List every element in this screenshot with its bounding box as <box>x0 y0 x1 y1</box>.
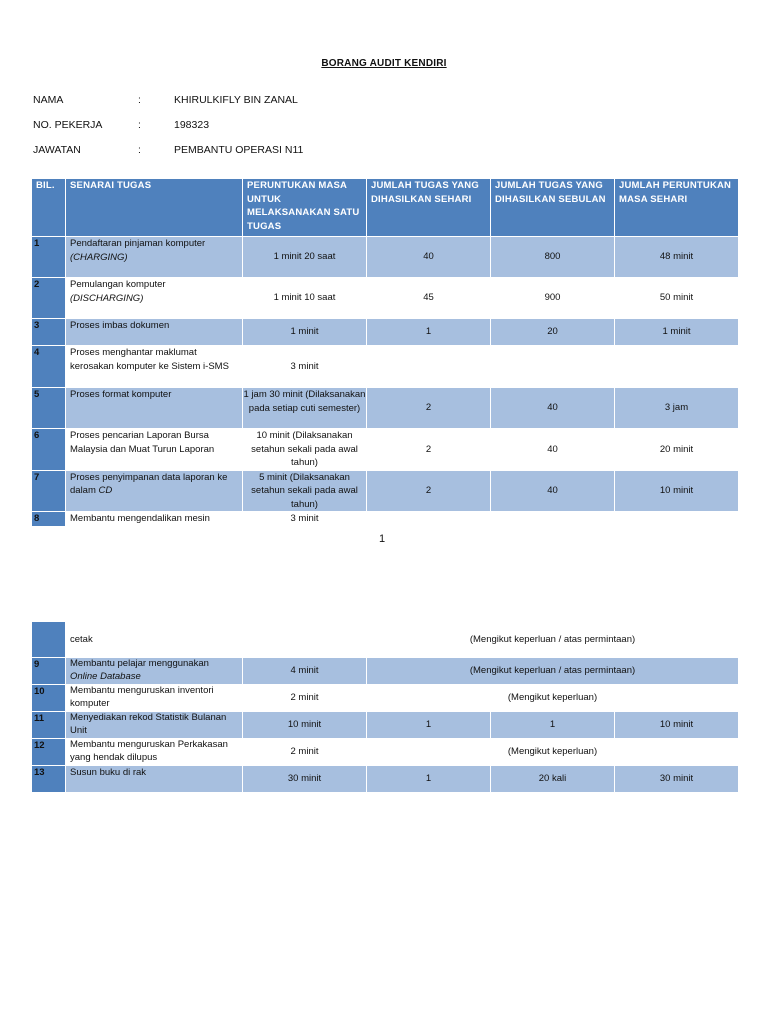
row-total: 20 minit <box>615 429 739 471</box>
row-daily <box>367 346 491 388</box>
row-bil: 8 <box>32 512 66 527</box>
row-bil: 11 <box>32 712 66 739</box>
table-row <box>32 512 739 527</box>
row-alloc: 4 minit <box>243 658 367 685</box>
row-total: 3 jam <box>615 388 739 429</box>
row-total: 10 minit <box>615 470 739 512</box>
task-text: Membantu pelajar menggunakan <box>70 658 209 669</box>
row-alloc: 3 minit <box>243 512 367 527</box>
table-row <box>32 712 739 739</box>
row-monthly: 800 <box>491 237 615 278</box>
row-alloc <box>243 622 367 658</box>
task-text: Proses penyimpanan data laporan ke dalam <box>70 471 228 496</box>
info-value: 198323 <box>174 119 210 131</box>
info-label: NO. PEKERJA <box>33 119 103 131</box>
row-alloc: 1 minit 10 saat <box>243 278 367 319</box>
row-total: 1 minit <box>615 319 739 346</box>
row-task: Susun buku di rak <box>66 766 243 793</box>
row-daily: 2 <box>367 429 491 471</box>
table-row <box>32 429 739 471</box>
row-bil: 1 <box>32 237 66 278</box>
row-task: Proses imbas dokumen <box>66 319 243 346</box>
row-daily <box>367 512 491 527</box>
table-row <box>32 237 739 278</box>
table-row <box>32 766 739 793</box>
task-table <box>31 178 739 527</box>
header-daily: JUMLAH TUGAS YANG DIHASILKAN SEHARI <box>367 179 491 237</box>
task-italic: (DISCHARGING) <box>70 292 144 304</box>
row-total: 10 minit <box>615 712 739 739</box>
row-monthly: 40 <box>491 429 615 471</box>
row-task: Proses format komputer <box>66 388 243 429</box>
row-alloc: 30 minit <box>243 766 367 793</box>
table-header-row <box>32 179 739 237</box>
row-alloc: 2 minit <box>243 685 367 712</box>
row-alloc: 1 jam 30 minit (Dilaksanakan pada setiap cuti semester) <box>243 388 367 429</box>
task-text: Pemulangan komputer <box>70 279 166 290</box>
row-note: (Mengikut keperluan) <box>367 685 739 712</box>
header-task: SENARAI TUGAS <box>66 179 243 237</box>
table-row <box>32 319 739 346</box>
task-italic: Online Database <box>70 670 141 682</box>
row-monthly: 1 <box>491 712 615 739</box>
row-monthly: 20 kali <box>491 766 615 793</box>
row-total: 48 minit <box>615 237 739 278</box>
row-task: Menyediakan rekod Statistik Bulanan Unit <box>66 712 243 739</box>
info-colon: : <box>138 144 141 156</box>
row-task <box>66 470 243 512</box>
info-value: PEMBANTU OPERASI N11 <box>174 144 304 156</box>
row-alloc: 2 minit <box>243 739 367 766</box>
page-title: BORANG AUDIT KENDIRI <box>321 58 447 69</box>
table-row <box>32 346 739 388</box>
row-note: (Mengikut keperluan / atas permintaan) <box>367 622 739 658</box>
info-value: KHIRULKIFLY BIN ZANAL <box>174 94 298 106</box>
header-alloc: PERUNTUKAN MASA UNTUK MELAKSANAKAN SATU TUGAS <box>243 179 367 237</box>
info-label: JAWATAN <box>33 144 81 156</box>
row-bil <box>32 622 66 658</box>
row-task: Membantu menguruskan inventori komputer <box>66 685 243 712</box>
row-monthly: 40 <box>491 388 615 429</box>
row-daily: 1 <box>367 712 491 739</box>
row-task <box>66 237 243 278</box>
row-alloc: 5 minit (Dilaksanakan setahun sekali pada awal tahun) <box>243 470 367 512</box>
table-row <box>32 622 739 658</box>
row-daily: 2 <box>367 388 491 429</box>
row-monthly: 900 <box>491 278 615 319</box>
table-row <box>32 685 739 712</box>
row-bil: 13 <box>32 766 66 793</box>
header-bil: BIL. <box>32 179 66 237</box>
row-note: (Mengikut keperluan) <box>367 739 739 766</box>
row-total <box>615 512 739 527</box>
row-bil: 5 <box>32 388 66 429</box>
row-bil: 4 <box>32 346 66 388</box>
row-monthly <box>491 346 615 388</box>
row-task: Membantu mengendalikan mesin <box>66 512 243 527</box>
row-daily: 1 <box>367 766 491 793</box>
row-daily: 40 <box>367 237 491 278</box>
info-colon: : <box>138 119 141 131</box>
task-table-continued <box>31 621 739 793</box>
row-task <box>66 658 243 685</box>
row-daily: 45 <box>367 278 491 319</box>
row-task: Proses pencarian Laporan Bursa Malaysia dan Muat Turun Laporan <box>66 429 243 471</box>
row-total <box>615 346 739 388</box>
row-alloc: 10 minit (Dilaksanakan setahun sekali pada awal tahun) <box>243 429 367 471</box>
row-bil: 9 <box>32 658 66 685</box>
row-total: 30 minit <box>615 766 739 793</box>
info-colon: : <box>138 94 141 106</box>
table-row <box>32 739 739 766</box>
row-note: (Mengikut keperluan / atas permintaan) <box>367 658 739 685</box>
info-label: NAMA <box>33 94 64 106</box>
task-italic: CD <box>98 485 113 496</box>
row-bil: 6 <box>32 429 66 471</box>
header-total: JUMLAH PERUNTUKAN MASA SEHARI <box>615 179 739 237</box>
header-monthly: JUMLAH TUGAS YANG DIHASILKAN SEBULAN <box>491 179 615 237</box>
table-row <box>32 388 739 429</box>
table-row <box>32 658 739 685</box>
row-monthly: 20 <box>491 319 615 346</box>
row-bil: 10 <box>32 685 66 712</box>
row-monthly: 40 <box>491 470 615 512</box>
row-alloc: 1 minit 20 saat <box>243 237 367 278</box>
row-alloc: 10 minit <box>243 712 367 739</box>
task-italic: (CHARGING) <box>70 251 128 263</box>
table-row <box>32 470 739 512</box>
task-text: Pendaftaran pinjaman komputer <box>70 238 206 249</box>
row-task: cetak <box>66 622 243 658</box>
row-daily: 2 <box>367 470 491 512</box>
row-bil: 7 <box>32 470 66 512</box>
page-number: 1 <box>379 533 386 545</box>
row-total: 50 minit <box>615 278 739 319</box>
row-alloc: 1 minit <box>243 319 367 346</box>
row-daily: 1 <box>367 319 491 346</box>
row-task: Proses menghantar maklumat kerosakan komputer ke Sistem i-SMS <box>66 346 243 388</box>
row-task <box>66 278 243 319</box>
row-alloc: 3 minit <box>243 346 367 388</box>
row-bil: 2 <box>32 278 66 319</box>
row-monthly <box>491 512 615 527</box>
row-task: Membantu menguruskan Perkakasan yang hendak dilupus <box>66 739 243 766</box>
row-bil: 12 <box>32 739 66 766</box>
table-row <box>32 278 739 319</box>
row-bil: 3 <box>32 319 66 346</box>
